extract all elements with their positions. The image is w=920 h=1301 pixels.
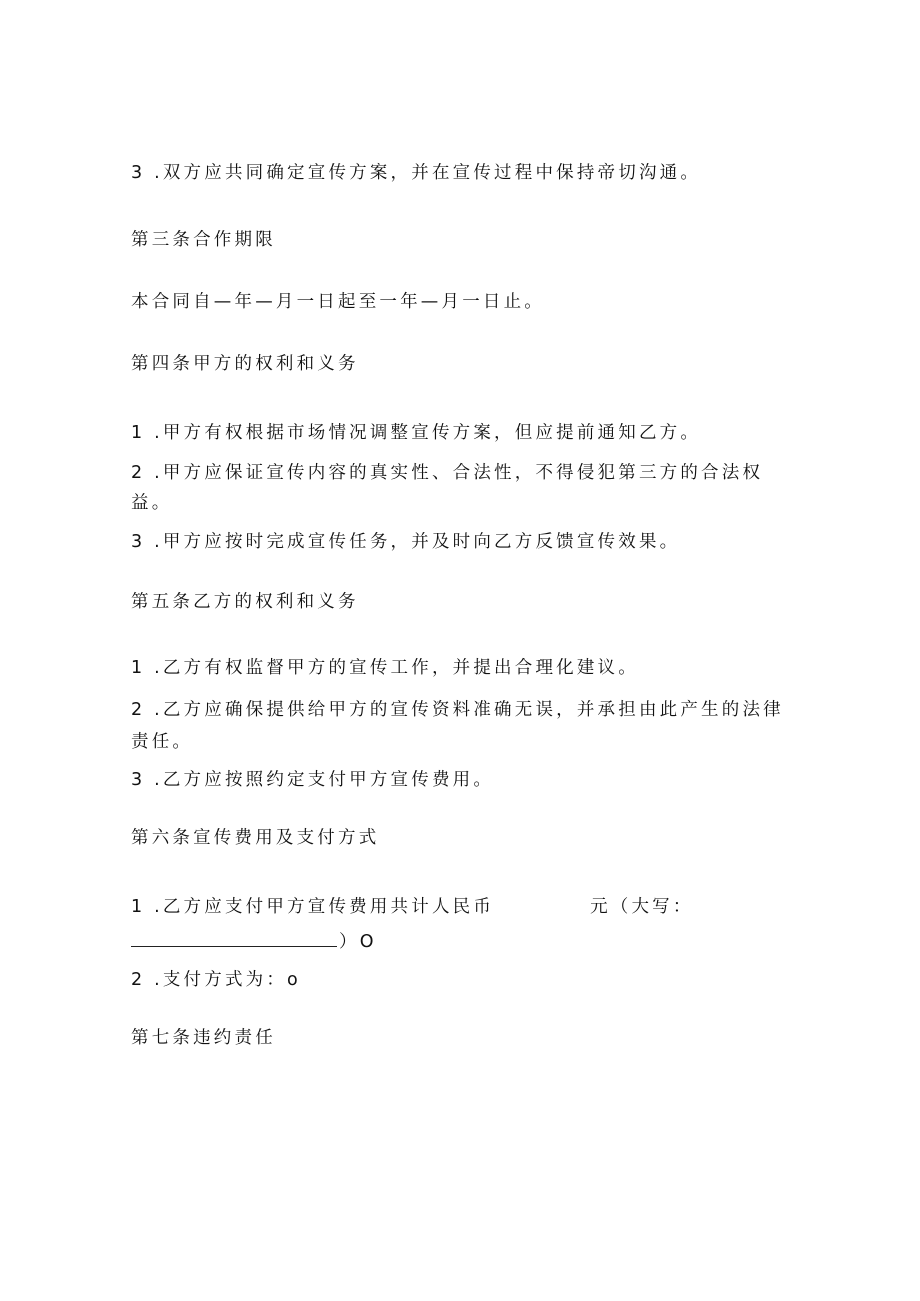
- article-6-item-1-line-1: [131, 895, 694, 919]
- article-5-item-3: 3 .乙方应按照约定支付甲方宣传费用。: [131, 770, 495, 790]
- article-4-item-2-line-2: 益。: [131, 493, 173, 513]
- article-3-heading: 第三条合作期限: [131, 230, 276, 250]
- article-6-item-2: 2 .支付方式为：o: [131, 970, 301, 990]
- clause-2-item-3: 3 .双方应共同确定宣传方案，并在宣传过程中保持帝切沟通。: [131, 163, 702, 183]
- article-5-item-1: 1 .乙方有权监督甲方的宣传工作，并提出合理化建议。: [131, 658, 639, 678]
- article-7-heading: 第七条违约责任: [131, 1028, 276, 1048]
- article-4-item-2-line-1: 2 .甲方应保证宣传内容的真实性、合法性，不得侵犯第三方的合法权: [131, 463, 764, 483]
- article-6-item-1-suffix: 元（大写：: [590, 897, 694, 917]
- article-5-heading: 第五条乙方的权利和义务: [131, 592, 359, 612]
- article-4-item-1: 1 .甲方有权根据市场情况调整宣传方案，但应提前通知乙方。: [131, 423, 702, 443]
- article-6-heading: 第六条宣传费用及支付方式: [131, 828, 380, 848]
- article-6-item-1-prefix: 1 .乙方应支付甲方宣传费用共计人民币: [131, 897, 495, 917]
- article-3-text: 本合同自—年—月一日起至一年—月一日止。: [131, 292, 545, 312]
- article-4-item-3: 3 .甲方应按时完成宣传任务，并及时向乙方反馈宣传效果。: [131, 532, 681, 552]
- article-5-item-2-line-1: 2 .乙方应确保提供给甲方的宣传资料准确无误，并承担由此产生的法律: [131, 700, 784, 720]
- article-4-heading: 第四条甲方的权利和义务: [131, 354, 359, 374]
- article-5-item-2-line-2: 责任。: [131, 732, 194, 752]
- amount-in-words-blank: [131, 929, 337, 947]
- article-6-item-1-line-2-end: ）O: [339, 932, 377, 952]
- article-6-item-1-line-2: [131, 929, 377, 954]
